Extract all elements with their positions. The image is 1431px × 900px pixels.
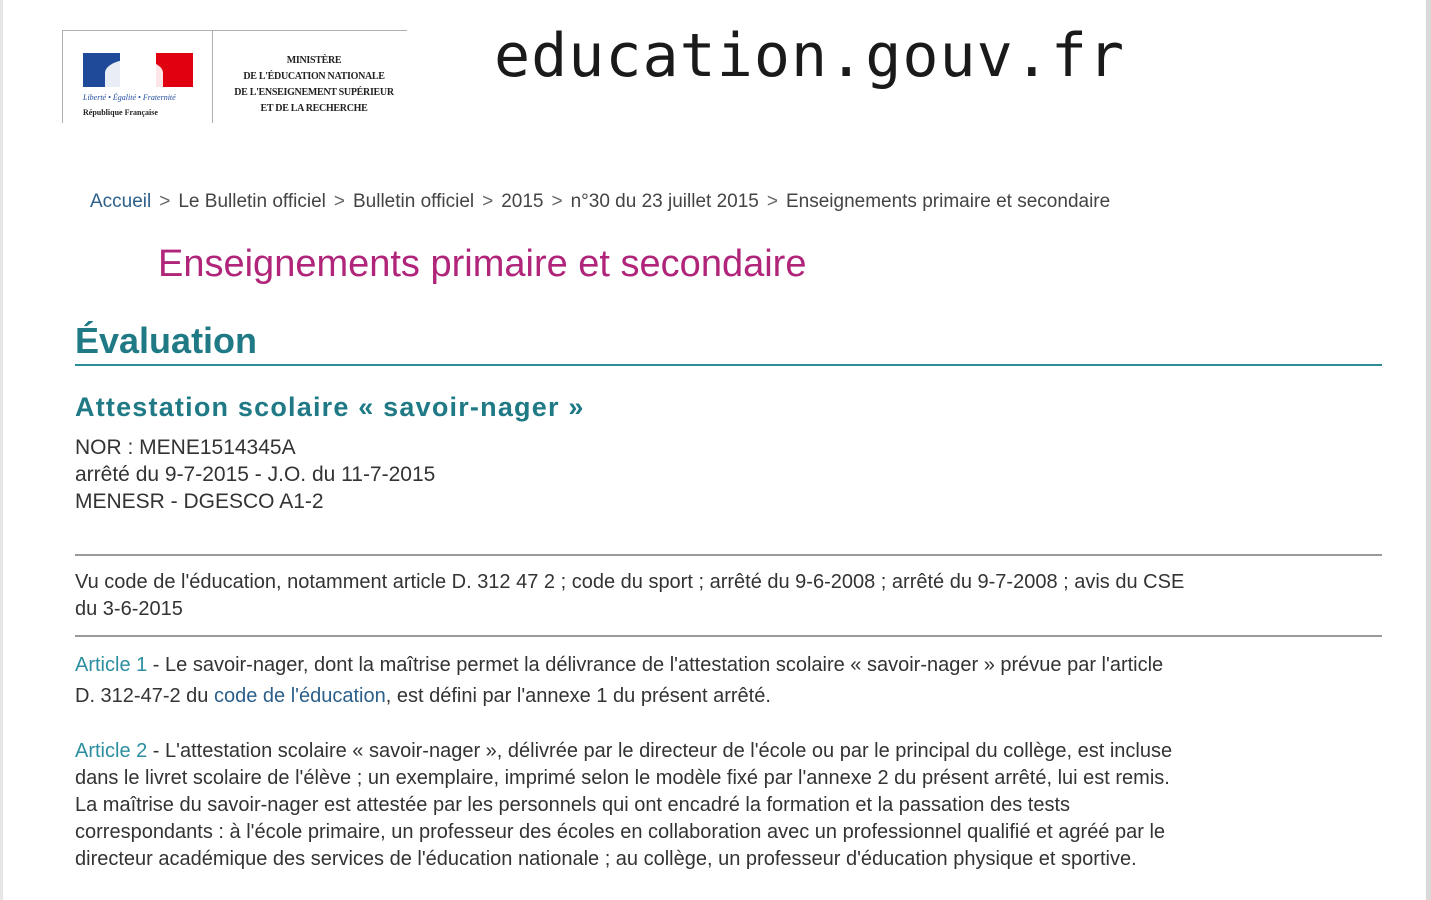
visa-line: du 3-6-2015 — [75, 598, 183, 620]
breadcrumb-separator: > — [766, 191, 778, 212]
article-1-text: - Le savoir-nager, dont la maîtrise permet la délivrance de l'attestation scolaire « savoir-nager » prévue par l'article — [147, 654, 1164, 676]
article-2-text: dans le livret scolaire de l'élève ; un exemplaire, imprimé selon le modèle fixé par l'annexe 2 du présent arrêté, lui est remis. — [75, 767, 1170, 789]
article-1-label[interactable]: Article 1 — [75, 654, 148, 676]
republic-motto: Liberté • Égalité • Fraternité — [83, 93, 176, 102]
breadcrumb-current: Enseignements primaire et secondaire — [785, 191, 1111, 212]
arrete-date: arrêté du 9-7-2015 - J.O. du 11-7-2015 — [75, 463, 436, 486]
marianne-logo — [83, 53, 193, 121]
article-2-label[interactable]: Article 2 — [75, 740, 148, 762]
article-metadata — [75, 434, 435, 515]
category-heading: Évaluation — [75, 320, 258, 361]
breadcrumb-item[interactable]: n°30 du 23 juillet 2015 — [570, 191, 759, 212]
ministry-logo[interactable] — [62, 30, 407, 123]
nor-reference: NOR : MENE1514345A — [75, 436, 296, 459]
breadcrumb-item[interactable]: Le Bulletin officiel — [178, 191, 326, 212]
marianne-profile-icon — [105, 59, 163, 87]
article-2-text: directeur académique des services de l'éducation nationale ; au collège, un professeur d'éducation physique et sportive. — [75, 848, 1137, 870]
article-2 — [75, 738, 1375, 873]
breadcrumb — [90, 189, 1110, 215]
article-2-text: - L'attestation scolaire « savoir-nager », délivrée par le directeur de l'école ou par le principal du collège, est incluse — [147, 740, 1173, 762]
article-1-text: , est défini par l'annexe 1 du présent arrêté. — [385, 685, 771, 707]
window-edge-right — [1426, 0, 1431, 900]
visa-text — [75, 569, 1375, 623]
ministry-line: MINISTÈRE — [286, 55, 342, 66]
window-edge-left — [0, 0, 3, 900]
article-1-text: D. 312-47-2 du — [75, 685, 214, 707]
code-education-link[interactable]: code de l'éducation — [213, 685, 386, 707]
article-1 — [75, 650, 1375, 712]
issuing-direction: MENESR - DGESCO A1-2 — [75, 490, 324, 513]
ministry-line: DE L'ENSEIGNEMENT SUPÉRIEUR — [234, 87, 394, 98]
breadcrumb-separator: > — [333, 191, 345, 212]
breadcrumb-home-link[interactable]: Accueil — [90, 191, 152, 212]
ministry-line: ET DE LA RECHERCHE — [260, 103, 368, 114]
heading-divider — [75, 364, 1382, 366]
section-title: Enseignements primaire et secondaire — [158, 243, 807, 285]
site-name[interactable]: education.gouv.fr — [494, 21, 1126, 91]
tricolor-flag-icon — [83, 53, 193, 87]
breadcrumb-separator: > — [159, 191, 171, 212]
republic-name: République Française — [83, 108, 158, 117]
breadcrumb-separator: > — [482, 191, 494, 212]
breadcrumb-separator: > — [551, 191, 563, 212]
logo-divider — [212, 31, 213, 123]
article-2-text: correspondants : à l'école primaire, un professeur des écoles en collaboration avec un professionnel qualifié et agréé par le — [75, 821, 1166, 843]
visa-line: Vu code de l'éducation, notamment article D. 312 47 2 ; code du sport ; arrêté du 9-6-2008 ; arrêté du 9-7-2008 ; avis du CSE — [75, 571, 1185, 593]
breadcrumb-item[interactable]: 2015 — [501, 191, 544, 212]
visa-bottom-divider — [75, 635, 1382, 637]
article-title: Attestation scolaire « savoir-nager » — [75, 392, 585, 422]
ministry-line: DE L'ÉDUCATION NATIONALE — [243, 71, 385, 82]
ministry-name — [221, 53, 407, 117]
breadcrumb-item[interactable]: Bulletin officiel — [353, 191, 475, 212]
article-2-text: La maîtrise du savoir-nager est attestée par les personnels qui ont encadré la formation et la passation des tests — [75, 794, 1070, 816]
visa-top-divider — [75, 554, 1382, 556]
